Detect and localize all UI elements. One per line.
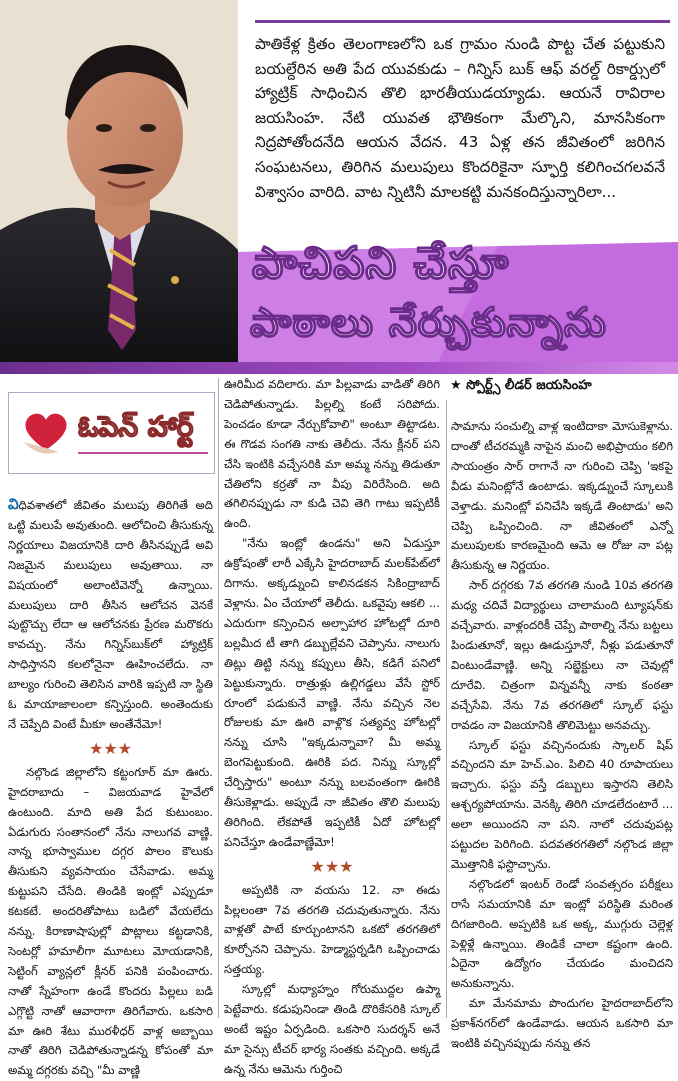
column-divider	[218, 378, 219, 1018]
paragraph: స్కూల్ ఫస్టు వచ్చినందుకు స్కాలర్ షిప్ వచ్చిందని మా హెచ్.ఎం. పిలిచి 40 రూపాయలు ఇచ్చారు. ఫస్టు వస్తే డబ్బులు ఇస్తారని తెలిసి ఆశ్చర్యపోయాను. వెనక్కి తిరిగి చూడలేదంటారే ... అలా అయిందని నా పని. నాలో చదువుపట్ల పట్టుదల పెరిగింది. పదవతరగతిలో నల్గొండ జిల్లా మొత్తానికి ఫస్టొచ్చాను.	[451, 737, 673, 871]
paragraph: అప్పటికి నా వయసు 12. నా ఈడు పిల్లలంతా 7వ తరగతి చదువుతున్నారు. నేను వాళ్లతో పాటే కూర్చుంటానని ఒకటో తరగతిలో కూర్చోనని చెప్పాను. హెడ్మాస్టర్నడిగి ఒప్పించాడు సత్తయ్య.	[224, 882, 440, 977]
paragraph: "నేను ఇంట్లో ఉండను" అని ఏడుస్తూ ఉక్రోషంతో లారీ ఎక్కేసి హైదరాబాద్ మలక్‌పేట్‌లో దిగాను. అక్కడ్నుంచి కాలినడకన సికింద్రాబాద్ వెళ్లాను. ఏం చేయాలో తెలీదు. ఒకవైపు ఆకలి ... ఎదురుగా కన్పించిన అల్పాహార హోటల్లో దూరి బల్లమీద టీ తాగి డబ్బుల్లేవని చెప్పాను. నాలుగు తిట్లు తిట్టి నన్ను కప్పులు తీసి, కడిగే పనిలో పెట్టుకున్నారు. రాత్రుళ్లు ఉల్లిగడ్డలు వేసే స్టోర్ రూంలో పడుకునే వాణ్ణి. నేను వచ్చిన నెల రోజులకు మా ఊరి వాళ్లొక సత్యవ్వ హోటల్లో నన్ను చూసి "ఇక్కడున్నావా? మీ అమ్మ బెంగపెట్టుకుంది. ఊరికి పద. నిన్ను స్కూల్లో చేర్పిస్తారు" అంటూ నన్ను బలవంతంగా ఊరికి తీసుకెళ్లాడు. అప్పుడే నా జీవితం తొలి మలుపు తిరిగింది. లేకపోతే ఇప్పటికీ ఏదో హోటల్లో పనిచేస్తూ ఉండేవాణ్ణేమో!	[224, 536, 440, 849]
byline: ★ స్పోర్ట్స్‌ లీడర్ జయసింహ	[450, 378, 592, 393]
paragraph: మా మేనమామ పొందుగల హైదరాబాద్‌లోని ప్రకాశ్‌నగర్‌లో ఉండేవాడు. ఆయన ఒకసారి మా ఇంటికి వచ్చినప్పుడు నన్ను తన	[451, 996, 673, 1051]
article-column-3	[451, 417, 673, 1051]
heart-icon	[18, 402, 74, 458]
section-stars: ★★★	[310, 856, 354, 876]
section-label: ఓపెన్ హార్ట్	[78, 410, 194, 443]
paragraph: సామాను సంచుల్ని వాళ్ల ఇంటిదాకా మోసుకెళ్లాను. దాంతో టీచరమ్మకి నాపైన మంచి అభిప్రాయం కలిగి సాయంత్రం సార్ రాగానే నా గురించి చెప్పి 'ఇకపై వీడు మనింట్లోనే ఉంటాడు. ఇక్కడ్నుంచే స్కూలుకి వెళ్తాడు. మనింట్లో పనిచేసి ఇక్కడే తింటాడు' అని చెప్పి ఒప్పించింది. నా జీవితంలో ఎన్నో మలుపులకు కారణమైంది ఆమె ఆ రోజు నా పట్ల తీసుకున్న ఆ నిర్ణయం.	[451, 419, 673, 573]
drop-cap: వి	[8, 495, 19, 513]
top-rule	[255, 20, 670, 23]
headline-line-2: పాఠాలు నేర్చుకున్నాను	[250, 300, 607, 346]
section-label-rule	[78, 452, 208, 454]
section-stars: ★★★	[88, 738, 133, 758]
paragraph: స్కూల్లో మధ్యాహ్నం గోరుముద్దల ఉప్మా పెట్టేవారు. కడుపునిండా తిండి దొరికేసరికి స్కూల్ అంటే ఇష్టం ఏర్పడింది. ఒకసారి సుదర్శన్ అనే మా సైన్సు టీచర్ భార్య సంతకు వచ్చింది. అక్కడే ఉన్న నేను ఆమెను గుర్తించి	[224, 982, 440, 1076]
paragraph: ధివశాతలో జీవితం మలుపు తిరిగితే అది ఒట్టి మలుపే అవుతుంది. ఆలోచించి తీసుకున్న నిర్ణయాలు విజయానికి దారి తీసినప్పుడే అవి నిజమైన మలుపులు అవుతాయి. నా విషయంలో అలాంటివెన్నో ఉన్నాయి. మలుపులు దారి తీసిన ఆలోచన వెనకే పుట్టొచ్చు లేదా ఆ ఆలోచనకు ప్రేరణ మరొకరు కావచ్చు. నేను గిన్నిస్‌బుక్‌లో హ్యాట్రిక్ సాధిస్తానని కలలోనైనా ఊహించలేదు. నా బాల్యం గురించి తెలిసిన వారికి ఇప్పటి నా స్థితి ఓ మాయాజాలంలా కన్పిస్తుంది. అంతెందుకు నే చెప్పేది వింటే మీకూ అంతేనేమో!	[8, 498, 213, 731]
portrait-photo	[0, 0, 238, 362]
section-band	[0, 362, 678, 374]
paragraph: నల్గొండ జిల్లాలోని కట్టంగూర్ మా ఊరు. హైదరాబాదు – విజయవాడ హైవేలో ఉంటుంది. మాది అతి పేద కుటుంబం. ఏడుగురు సంతానంలో నేను నాలుగవ వాణ్ణి. నాన్న భూస్వాముల దగ్గర పొలం కౌలుకు తీసుకుని వ్యవసాయం చేసేవాడు. అమ్మ కుట్టుపని చేసేది. తిండికి ఇంట్లో ఎప్పుడూ కటకటే. అందరితోపాటు బడిలో వేయలేదు నన్ను. కిరాణాషాపుల్లో పొట్లాలు కట్టడానికి, సెంటర్లో హమాలీగా మూటలు మోయడానికి, సెట్టింగ్ వ్యాన్లలో క్లీనర్ పనికి పంపించారు. నాతో స్నేహంగా ఉండే కొందరు పిల్లలు బడి ఎగ్గొట్టి నాతో ఆవారాగా తిరిగేవారు. ఒకసారి మా ఊరి శేటు మురళీధర్ వాళ్ల అబ్బాయి నాతో తిరిగి చెడిపోతున్నాడన్న కోపంతో మా అమ్మ దగ్గరకు వచ్చి "మీ వాణ్ణి	[8, 764, 213, 1078]
paragraph: సార్ దగ్గరకు 7వ తరగతి నుండి 10వ తరగతి మధ్య చదివే విద్యార్థులు చాలామంది ట్యూషన్‌కు వచ్చేవారు. వాళ్లందరికీ చెప్పే పాఠాల్ని నేను బట్టలు పిండుతూనో, ఇల్లు ఊడుస్తూనో, నీళ్లు పడుతూనో వింటుండేవాణ్ణి. అన్ని సబ్జెక్టులు నా చెవుల్లో దూరేవి. చిత్రంగా విన్నవన్నీ నాకు కంఠతా వచ్చేసేవి. నేను 7వ తరగతిలో స్కూల్ ఫస్టు రావడం నా విజయానికి తొలిమెట్టు అనవచ్చు.	[451, 578, 673, 732]
paragraph: నల్గొండలో ఇంటర్ రెండో సంవత్సరం పరీక్షలు రాసే సమయానికి మా ఇంట్లో పరిస్థితి మరింత దిగజారింది. అప్పటికి ఒక అక్క, ముగ్గురు చెల్లెళ్ల పెళ్లిళ్లే ఉన్నాయి. తిండికే చాలా కష్టంగా ఉంది. ఏదైనా ఉద్యోగం చేయడం మంచిదని అనుకున్నాను.	[451, 876, 673, 991]
article-column-1	[8, 495, 213, 1078]
article-column-2	[224, 375, 440, 1076]
intro-paragraph: పాతికేళ్ల క్రితం తెలంగాణలోని ఒక గ్రామం నుండి పొట్ట చేత పట్టుకుని బయల్దేరిన అతి పేద యువకుడు – గిన్నిస్ బుక్ ఆఫ్ వరల్డ్ రికార్డ్సులో హ్యాట్రిక్ సాధించిన తొలి భారతీయుడయ్యాడు. ఆయనే రావిరాల జయసింహ. నేటి యువత భౌతికంగా మేల్కొని, మానసికంగా నిద్రపోతోందనేది ఆయన వేదన. 43 ఏళ్ల తన జీవితంలో జరిగిన సంఘటనలు, తిరిగిన మలుపులు కొందరికైనా స్ఫూర్తి కలిగించగలవనే విశ్వాసం వారిది. వాట న్నిటినీ మాలకట్టి మనకందిస్తున్నారిలా...	[255, 35, 665, 201]
paragraph: ఊరిమీద వదిలారు. మా పిల్లవాడు వాడితో తిరిగి చెడిపోతున్నాడు. పిల్లల్ని కంటే సరిపోదు. పెంచడం కూడా నేర్చుకోవాలి" అంటూ తిట్టాడట. ఈ గొడవ సంగతి నాకు తెలీదు. నేను క్లీనర్ పని చేసి ఇంటికి వచ్చేసరికి మా అమ్మ నన్ను తిడుతూ చేతిలోని కర్రతో నా వీపు విరిరేసింది. అది తగిలినప్పుడు నా కుడి చెవి తెగి గాటు ఇప్పటికీ ఉంది.	[224, 377, 440, 531]
headline-line-1: పాచిపని చేస్తూ	[252, 238, 510, 289]
column-divider	[446, 400, 447, 1018]
